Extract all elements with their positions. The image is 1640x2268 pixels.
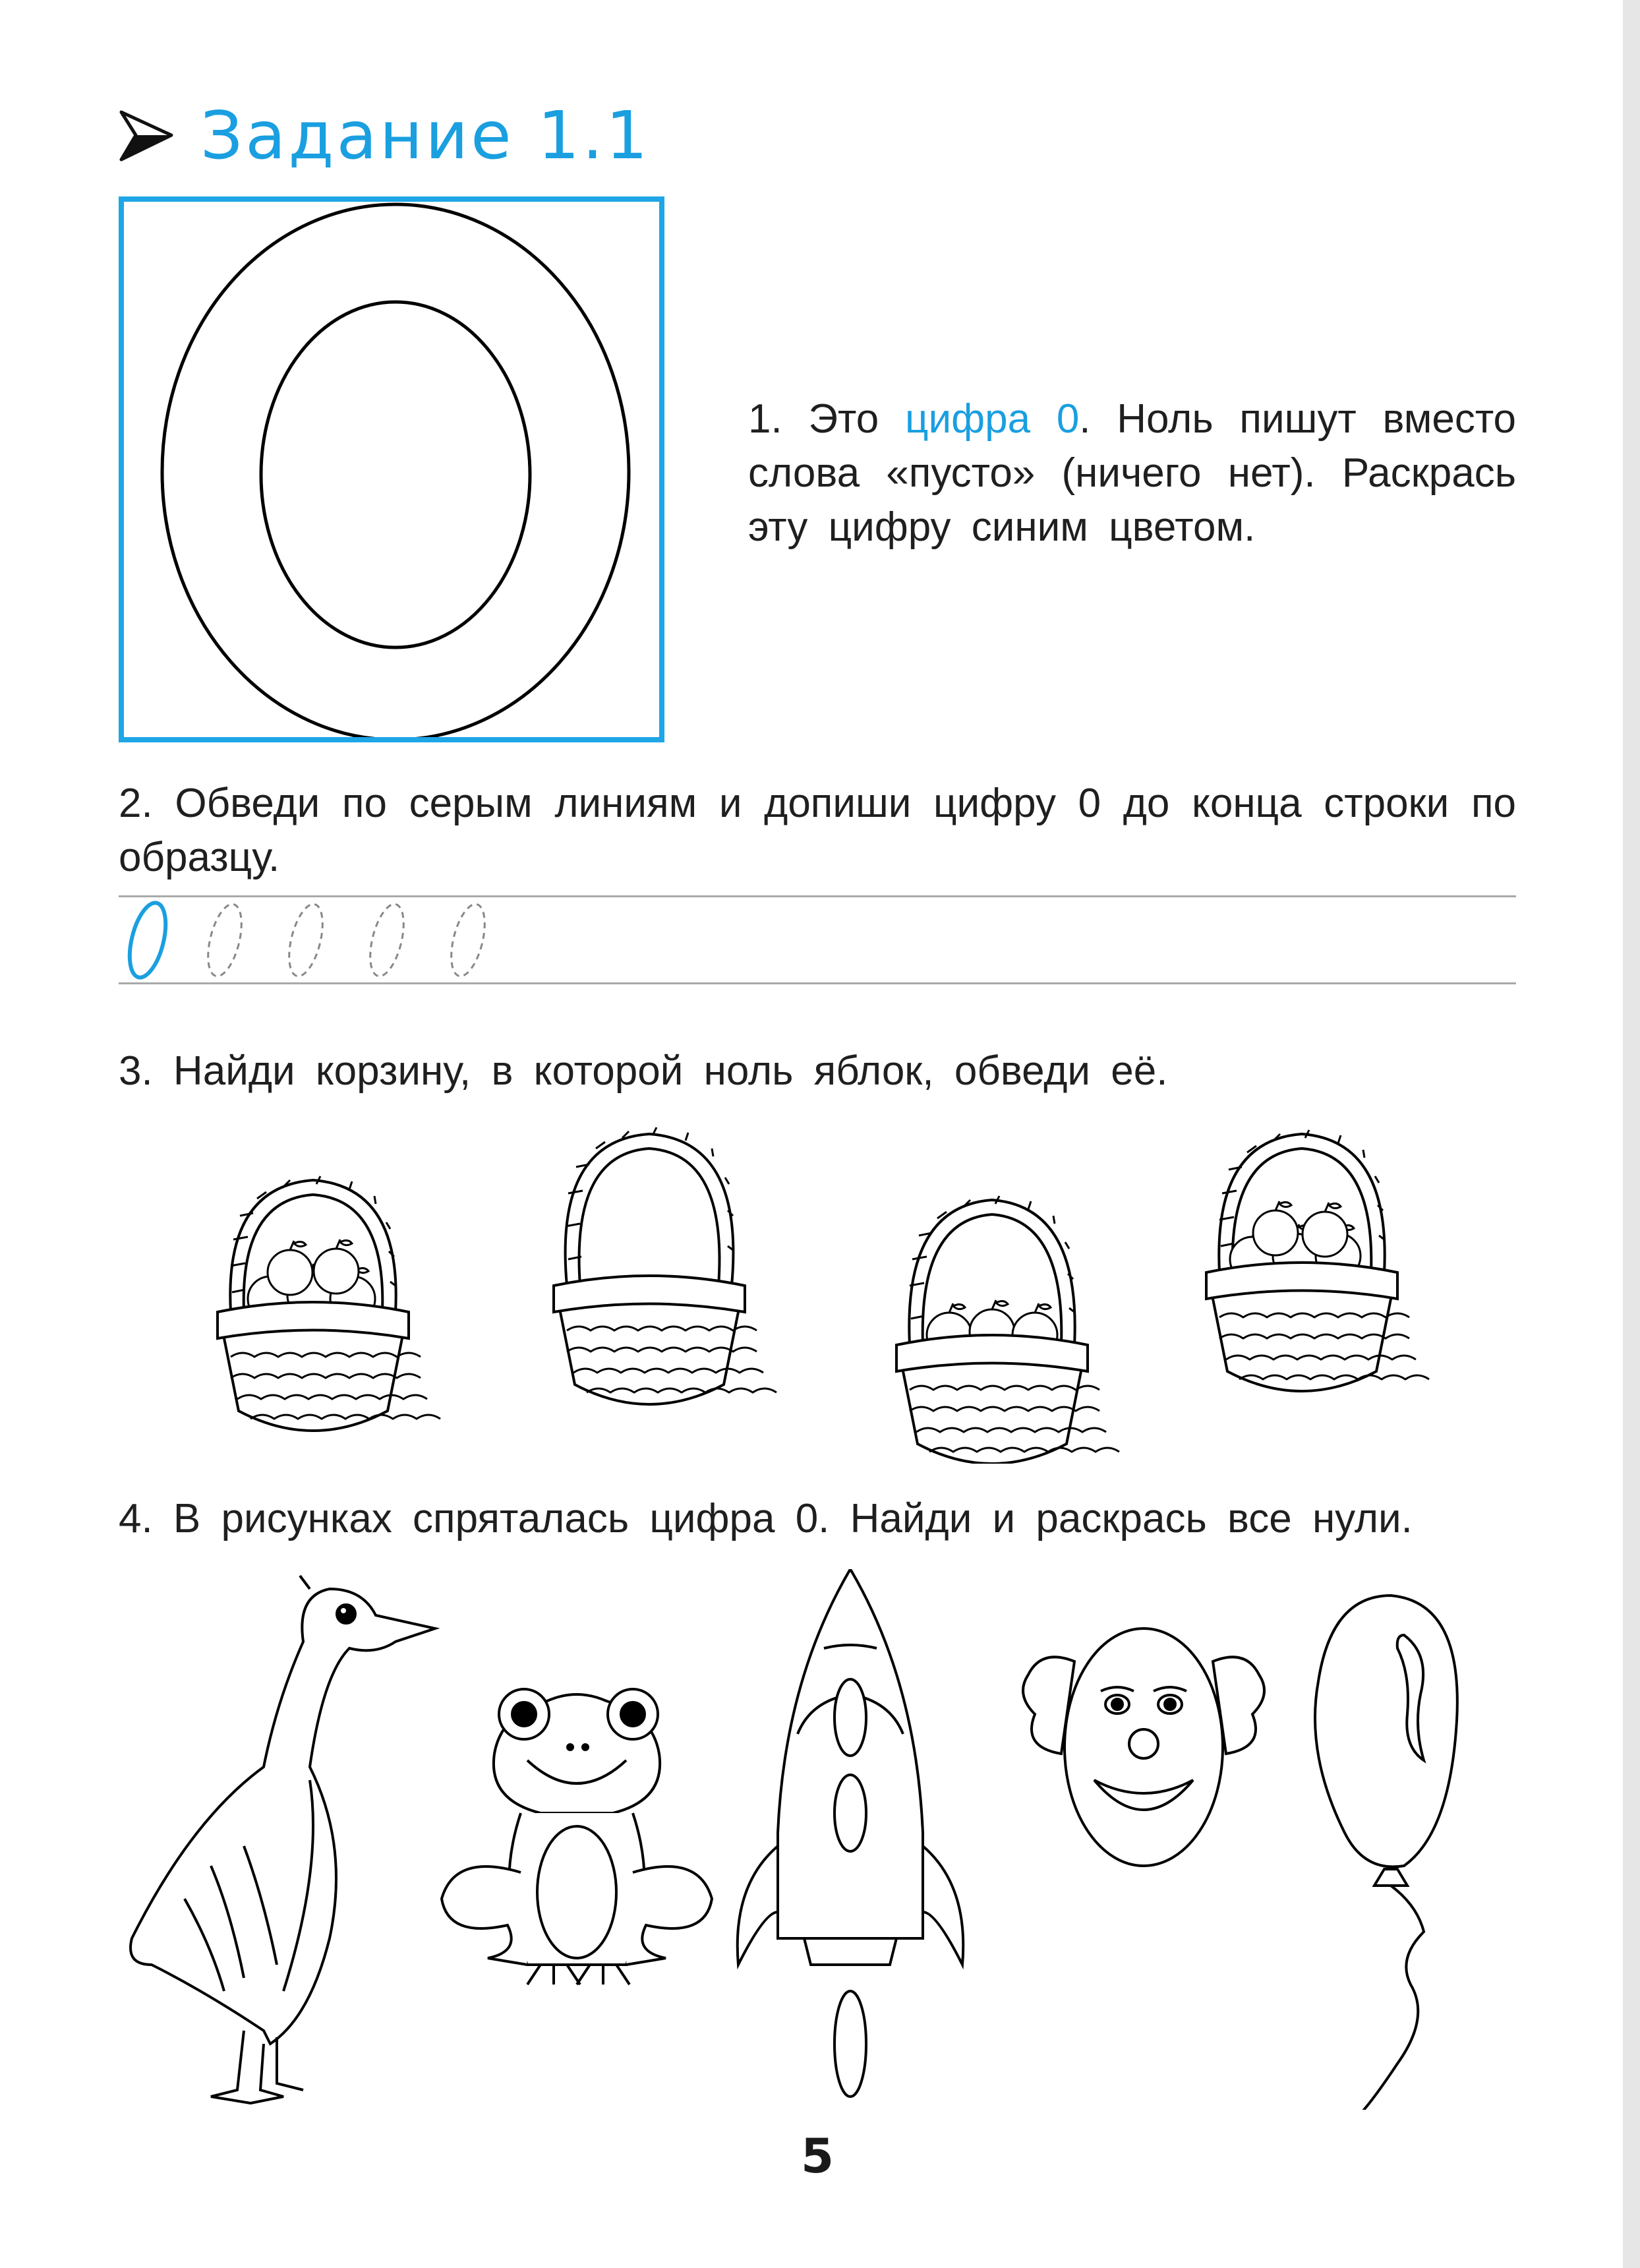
basket-1[interactable] [218,1176,440,1431]
arrow-bullet-icon [117,107,174,164]
frog-picture[interactable] [442,1689,712,1984]
sample-zero [123,899,173,981]
trace-zero-4[interactable] [445,901,491,979]
basket-2[interactable] [554,1127,776,1404]
guide-line-bottom [119,982,1516,984]
item2-text: 2. Обведи по серым линиям и допиши цифру 0 до конца строки по образцу. [119,781,1516,880]
clown-picture[interactable] [1023,1628,1264,1866]
item3-text: 3. Найди корзину, в которой ноль яблок, обведи её. [119,1048,1168,1094]
balloon-picture[interactable] [1315,1596,1457,2110]
zero-outline-figure[interactable] [124,202,659,737]
task-title: Задание 1.1 [200,96,651,174]
trace-zero-1[interactable] [202,901,248,979]
trace-row[interactable] [119,897,580,982]
goose-picture[interactable] [131,1576,435,2103]
item1-text-start: 1. Это [748,396,905,442]
basket-4[interactable] [1206,1130,1429,1391]
page-number: 5 [800,2128,835,2184]
basket-3[interactable] [896,1196,1119,1464]
hidden-zeros-pictures [112,1569,1529,2110]
trace-zero-3[interactable] [364,901,410,979]
item1-text-end: . Ноль пишут вместо слова «пусто» (ничего нет). Раскрась эту цифру синим цветом. [748,396,1516,550]
item4-text: 4. В рисунках спряталась цифра 0. Найди и раскрась все нули. [119,1496,1413,1541]
baskets-row [198,1121,1450,1464]
item1-highlight: цифра 0 [904,396,1080,442]
trace-zero-2[interactable] [283,901,329,979]
page-edge [1623,0,1640,2268]
task-heading [117,92,651,178]
rocket-picture[interactable] [738,1569,964,2097]
item1-text [748,392,1516,554]
